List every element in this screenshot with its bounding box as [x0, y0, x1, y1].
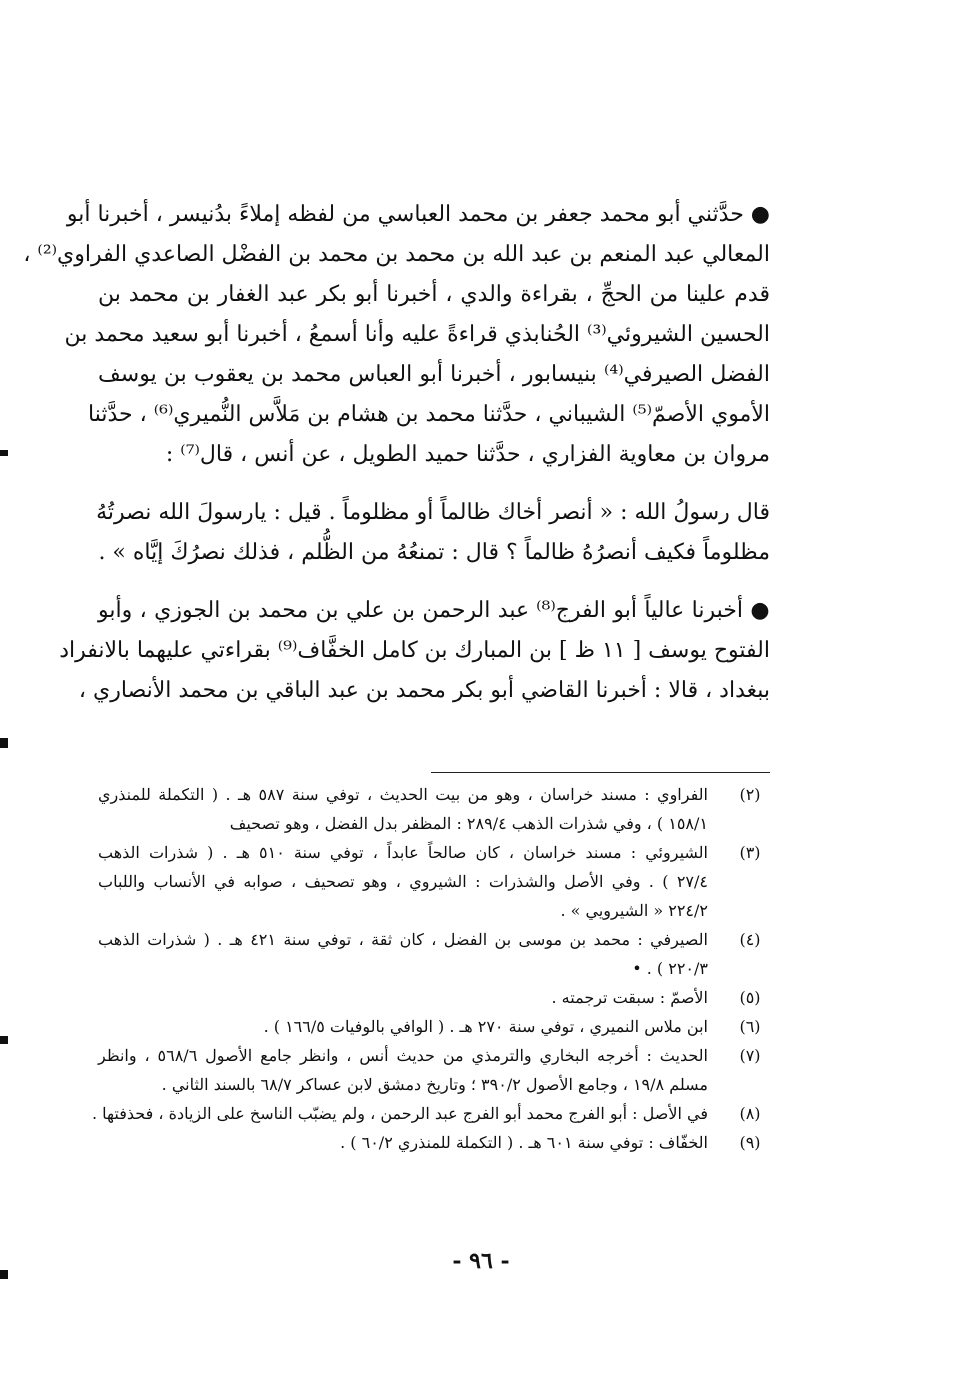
footnote-number: (٩) [739, 1133, 761, 1152]
text-line: قال رسولُ الله : « أنصر أخاك ظالماً أو مظلوماً . قيل : يارسولَ الله نصرتُهُ [96, 500, 770, 525]
footnote [91, 1099, 770, 1128]
footnote-line: الأصمّ : سبقت ترجمته . [551, 988, 708, 1007]
text-line: مظلوماً فكيف أنصرُهُ ظالماً ؟ قال : تمنعُهُ من الظُّلم ، فذلك نصرُكَ إيَّاه » . [98, 540, 770, 565]
footnote-line: الشيروئي : مسند خراسان ، كان صالحاً عابداً ، توفي سنة ٥١٠ هـ . ( شذرات الذهب [98, 843, 708, 862]
footnote-number: (٤) [739, 930, 761, 949]
footnotes [91, 780, 770, 1157]
paragraph-isnad-1 [23, 195, 770, 475]
footnote-line: الصيرفي : محمد بن موسى بن الفضل ، كان ثقة ، توفي سنة ٤٢١ هـ . ( شذرات الذهب [98, 930, 708, 949]
footnote [98, 1041, 770, 1099]
footnote-line: ١٥٨/١ ) ، وفي شذرات الذهب ٢٨٩/٤ : المظفر بدل الفضل ، وهو تصحيف [229, 814, 708, 833]
footnote-number: (٢) [739, 785, 761, 804]
footnote-line: الخفّاف : توفي سنة ٦٠١ هـ . ( التكملة للمنذري ٦٠/٢ ) . [340, 1133, 708, 1152]
text-line: الفضل الصيرفي⁽⁴⁾ بنيسابور ، أخبرنا أبو العباس محمد بن يعقوب بن يوسف [98, 362, 770, 387]
footnote [98, 1012, 770, 1041]
scan-edge-mark [0, 450, 8, 456]
text-line: ● حدَّثني أبو محمد جعفر بن محمد العباسي من لفظه إملاءً بدُنيسر ، أخبرنا أبو [66, 202, 770, 227]
text-line: مروان بن معاوية الفزاري ، حدَّثنا حميد الطويل ، عن أنس ، قال⁽⁷⁾ : [165, 442, 770, 467]
text-line: المعالي عبد المنعم بن عبد الله بن محمد بن محمد بن الفضْل الصاعدي الفراوي⁽²⁾ ، [23, 242, 770, 267]
footnote-line: الفراوي : مسند خراسان ، وهو من بيت الحديث ، توفي سنة ٥٨٧ هـ . ( التكملة للمنذري [98, 785, 708, 804]
footnote [98, 1128, 770, 1157]
footnote-number: (٦) [739, 1017, 761, 1036]
text-line: قدم علينا من الحجِّ ، بقراءة والدي ، أخبرنا أبو بكر عبد الغفار بن محمد بن [98, 282, 770, 307]
scan-edge-mark [0, 1036, 8, 1044]
footnote [98, 780, 770, 838]
footnote-line: ابن ملاس النميري ، توفي سنة ٢٧٠ هـ . ( الوافي بالوفيات ١٦٦/٥ ) . [263, 1017, 708, 1036]
footnote-separator [431, 772, 770, 773]
text-line: ● أخبرنا عالياً أبو الفرج⁽⁸⁾ عبد الرحمن بن علي بن محمد بن الجوزي ، وأبو [98, 598, 770, 623]
text-line: الفتوح يوسف [ ١١ ظ ] بن المبارك بن كامل الخفَّاف⁽⁹⁾ بقراءتي عليهما بالانفراد [59, 638, 770, 663]
footnote-number: (٨) [739, 1104, 761, 1123]
footnote-line: ٢٢٤/٢ « الشيرويي » . [560, 901, 708, 920]
text-line: الحسين الشيروئي⁽³⁾ الحُنابذي قراءةً عليه وأنا أسمعُ ، أخبرنا أبو سعيد محمد بن [64, 322, 770, 347]
scan-edge-mark [0, 738, 8, 748]
footnote-number: (٥) [739, 988, 761, 1007]
footnote-number: (٧) [739, 1046, 761, 1065]
footnote [98, 838, 770, 925]
footnote [98, 925, 770, 983]
footnote-number: (٣) [739, 843, 761, 862]
footnote-line: الحديث : أخرجه البخاري والترمذي من حديث أنس ، وانظر جامع الأصول ٥٦٨/٦ ، وانظر [98, 1046, 709, 1065]
scan-edge-mark [0, 1270, 8, 1279]
paragraph-isnad-2 [59, 591, 770, 711]
footnote-line: في الأصل : أبو الفرج محمد أبو الفرج عبد الرحمن ، ولم يضبّب الناسخ على الزيادة ، فحذفتها . [91, 1104, 708, 1123]
footnote-line: مسلم ١٩/٨ ، وجامع الأصول ٣٩٠/٢ ؛ وتاريخ دمشق لابن عساكر ٦٨/٧ بالسند الثاني . [161, 1075, 708, 1094]
footnote-line: ٢٢٠/٣ ) . • [632, 959, 708, 978]
page-number: - ٩٦ - [452, 1248, 510, 1274]
text-line: الأموي الأصمّ⁽⁵⁾ الشيباني ، حدَّثنا محمد بن هشام بن مَلاَّس النُّميري⁽⁶⁾ ، حدَّثنا [88, 402, 770, 427]
text-line: ببغداد ، قالا : أخبرنا القاضي أبو بكر محمد بن عبد الباقي بن محمد الأنصاري ، [78, 678, 770, 703]
paragraph-hadith [98, 493, 770, 573]
footnote-line: ٢٧/٤ ) . وفي الأصل والشذرات : الشيروي ، وهو تصحيف ، صوابه في الأنساب واللباب [98, 872, 708, 891]
footnote [98, 983, 770, 1012]
main-text [23, 195, 770, 711]
